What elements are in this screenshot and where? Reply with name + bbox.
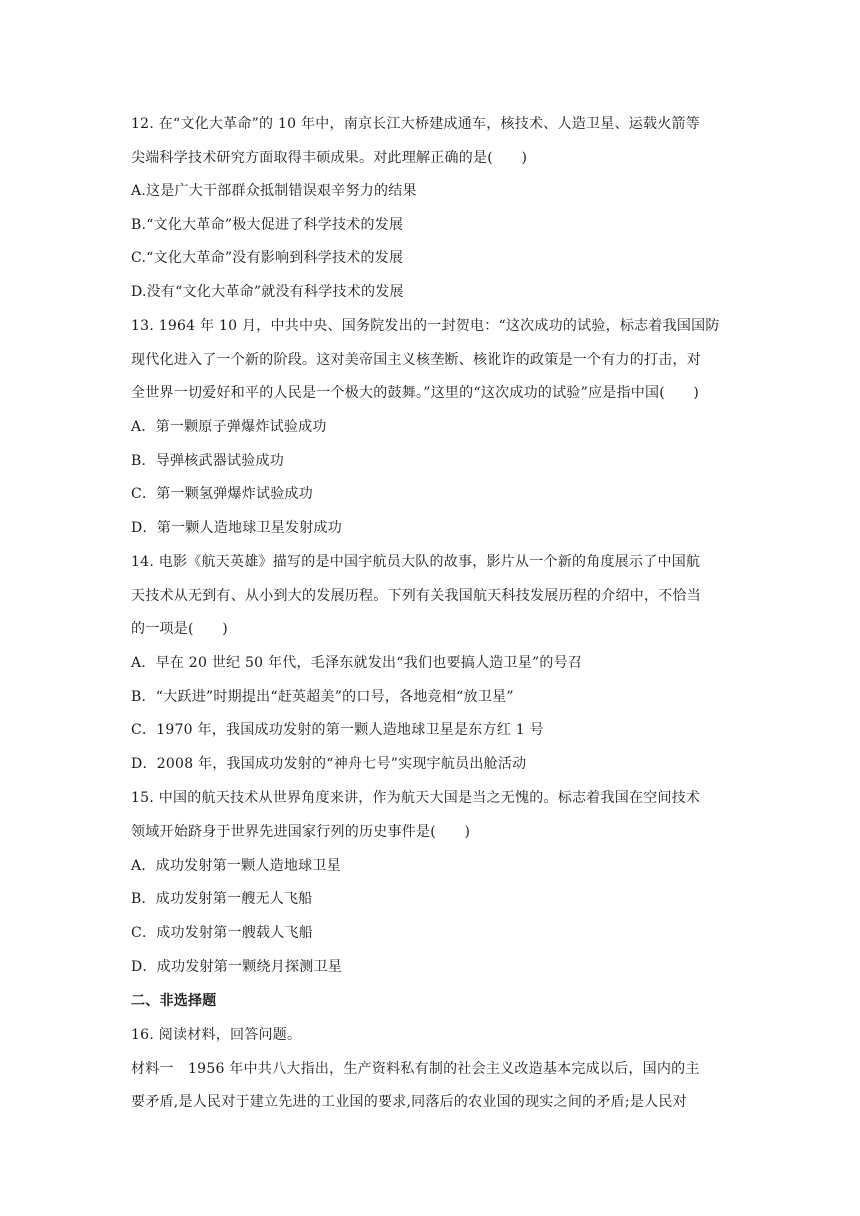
q14-option-b: B．“大跃进”时期提出“赶英超美”的口号，各地竞相“放卫星” (131, 689, 514, 705)
q15-option-a: A．成功发射第一颗人造地球卫星 (131, 858, 341, 874)
q13-option-b: B．导弹核武器试验成功 (131, 453, 285, 469)
q15-stem-line-1: 15. 中国的航天技术从世界角度来讲，作为航天大国是当之无愧的。标志着我国在空间技术 (131, 790, 701, 806)
q13-option-a: A．第一颗原子弹爆炸试验成功 (131, 419, 327, 435)
q13-stem-line-1: 13. 1964 年 10 月，中共中央、国务院发出的一封贺电：“这次成功的试验，标志着我国国防 (131, 318, 720, 334)
q14-option-a: A．早在 20 世纪 50 年代，毛泽东就发出“我们也要搞人造卫星”的号召 (131, 655, 583, 671)
q14-option-c: C．1970 年，我国成功发射的第一颗人造地球卫星是东方红 1 号 (131, 722, 544, 738)
section-heading-non-choice: 二、非选择题 (131, 993, 217, 1009)
q13-stem-line-2: 现代化进入了一个新的阶段。这对美帝国主义核垄断、核讹诈的政策是一个有力的打击，对 (131, 352, 701, 368)
q15-option-d: D．成功发射第一颗绕月探测卫星 (131, 959, 342, 975)
q12-option-a: A.这是广大干部群众抵制错误艰辛努力的结果 (131, 183, 417, 199)
q14-option-d: D．2008 年，我国成功发射的“神舟七号”实现宇航员出舱活动 (131, 756, 527, 772)
q14-stem-line-3: 的一项是( ) (131, 621, 228, 637)
q13-stem-line-3: 全世界一切爱好和平的人民是一个极大的鼓舞。”这里的“这次成功的试验”应是指中国( ) (131, 385, 700, 401)
q14-stem-line-1: 14. 电影《航天英雄》描写的是中国宇航员大队的故事，影片从一个新的角度展示了中国航 (131, 554, 701, 570)
q13-option-d: D．第一颗人造地球卫星发射成功 (131, 520, 342, 536)
q16-material1-line-1: 材料一 1956 年中共八大指出，生产资料私有制的社会主义改造基本完成以后，国内的主 (131, 1061, 700, 1077)
q15-option-c: C．成功发射第一艘载人飞船 (131, 925, 313, 941)
q16-stem: 16. 阅读材料，回答问题。 (131, 1027, 302, 1043)
q12-stem-line-2: 尖端科学技术研究方面取得丰硕成果。对此理解正确的是( ) (131, 150, 528, 166)
q12-option-c: C.“文化大革命”没有影响到科学技术的发展 (131, 250, 404, 266)
q12-option-b: B.“文化大革命”极大促进了科学技术的发展 (131, 217, 404, 233)
q13-option-c: C．第一颗氢弹爆炸试验成功 (131, 486, 313, 502)
q15-stem-line-2: 领域开始跻身于世界先进国家行列的历史事件是( ) (131, 824, 471, 840)
q12-stem-line-1: 12. 在“文化大革命”的 10 年中，南京长江大桥建成通车，核技术、人造卫星、运载火箭等 (131, 116, 700, 132)
q14-stem-line-2: 天技术从无到有、从小到大的发展历程。下列有关我国航天科技发展历程的介绍中，不恰当 (131, 588, 701, 604)
q16-material1-line-2: 要矛盾,是人民对于建立先进的工业国的要求,同落后的农业国的现实之间的矛盾;是人民对 (131, 1094, 687, 1110)
q12-option-d: D.没有“文化大革命”就没有科学技术的发展 (131, 284, 404, 300)
q15-option-b: B．成功发射第一艘无人飞船 (131, 891, 313, 907)
